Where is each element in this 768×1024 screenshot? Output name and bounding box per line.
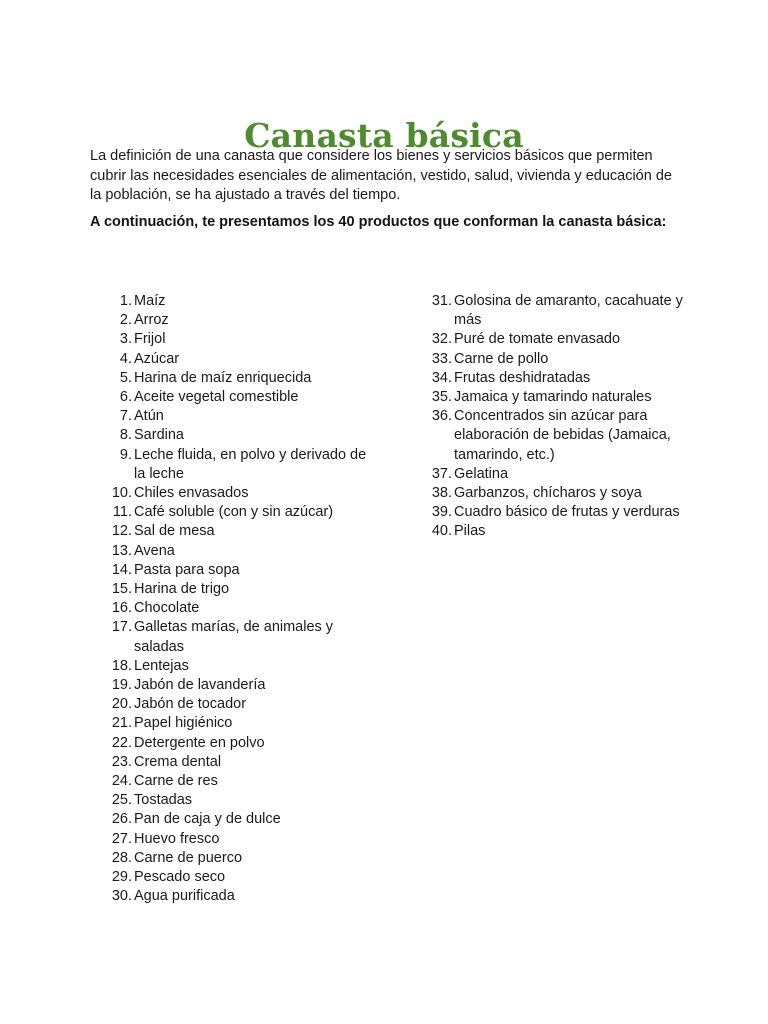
list-item [104,369,374,388]
list-item-number: 15. [111,581,132,598]
list-item-number: 31. [431,293,452,309]
list-item-text: Frijol [134,331,166,348]
list-item [104,561,374,580]
list-item-text: Chiles envasados [134,485,249,502]
list-item [424,350,694,369]
list-item [104,657,374,676]
list-item-number: 26. [111,811,132,828]
list-item-text: Jabón de tocador [134,696,247,713]
lead-paragraph: A continuación, te presentamos los 40 productos que conforman la canasta básica: [90,214,667,230]
list-item-text: Maíz [134,293,166,309]
list-item-number: 6. [119,389,132,406]
list-item-text: Azúcar [134,350,180,367]
list-item-number: 7. [119,408,132,425]
list-item [104,503,374,522]
list-item-number: 32. [431,331,452,348]
list-item-number: 33. [431,350,452,367]
list-item [424,388,694,407]
list-item-text: Huevo fresco [134,830,220,847]
list-item [424,369,694,388]
list-item-text: Jamaica y tamarindo naturales [454,389,652,406]
list-item-number: 4. [119,350,132,367]
list-item-number: 18. [111,657,132,674]
list-item [104,887,374,906]
list-item [104,868,374,887]
list-item-number: 24. [111,773,132,790]
list-item-text: Pasta para sopa [134,561,240,578]
list-item-number: 14. [111,561,132,578]
list-item-text: Avena [134,542,175,559]
list-item-number: 16. [111,600,132,617]
list-item [104,580,374,599]
list-item-number: 2. [119,312,132,329]
list-item-number: 39. [431,504,452,521]
list-item-number: 9. [119,446,132,463]
list-item [104,311,374,330]
list-item-number: 25. [111,792,132,809]
list-item [104,695,374,714]
list-item [424,407,694,465]
list-item [104,849,374,868]
list-item [424,292,694,330]
list-item-text: Detergente en polvo [134,734,265,751]
list-item [104,292,374,311]
list-item-text: Galletas marías, de animales y saladas [134,619,334,655]
list-item-text: Jabón de lavandería [134,677,266,694]
list-item-text: Garbanzos, chícharos y soya [454,485,642,502]
list-item [104,599,374,618]
list-item [104,810,374,829]
list-item-number: 5. [119,369,132,386]
list-item [424,484,694,503]
list-item-number: 35. [431,389,452,406]
list-item [104,753,374,772]
list-item [104,522,374,541]
list-item-number: 3. [119,331,132,348]
list-item-number: 1. [119,293,132,309]
list-item-number: 29. [111,869,132,886]
list-item [104,618,374,656]
product-list-left [104,292,374,907]
list-item-text: Pan de caja y de dulce [134,811,281,828]
list-item-text: Agua purificada [134,888,235,905]
list-item-text: Harina de maíz enriquecida [134,369,312,386]
list-item [104,350,374,369]
list-item [104,407,374,426]
list-item [104,734,374,753]
list-item-number: 10. [111,485,132,502]
list-item-number: 40. [431,523,452,540]
list-item-text: Pilas [454,523,486,540]
list-item [104,791,374,810]
list-item [104,330,374,349]
list-item [104,676,374,695]
list-item-text: Chocolate [134,600,200,617]
list-item [424,503,694,522]
list-item-number: 28. [111,849,132,866]
list-item [104,426,374,445]
list-item-text: Harina de trigo [134,581,230,598]
list-item-number: 30. [111,888,132,905]
list-item-text: Golosina de amaranto, cacahuate y más [454,293,683,329]
list-item [104,542,374,561]
list-item-number: 21. [111,715,132,732]
list-item-text: Sal de mesa [134,523,215,540]
list-item-number: 20. [111,696,132,713]
list-item [424,522,694,541]
list-item-number: 22. [111,734,132,751]
list-item-text: Concentrados sin azúcar para elaboración de bebidas (Jamaica, tamarindo, etc.) [454,408,671,463]
list-item-text: Papel higiénico [134,715,233,732]
list-item [104,772,374,791]
product-list-right [424,292,694,542]
list-item-text: Leche fluida, en polvo y derivado de la leche [134,446,367,482]
list-item-number: 11. [112,504,132,521]
list-item-number: 36. [431,408,452,425]
list-item-text: Pescado seco [134,869,226,886]
list-item-text: Puré de tomate envasado [454,331,621,348]
list-item-number: 8. [119,427,132,444]
list-item-text: Atún [134,408,164,425]
list-item-text: Sardina [134,427,184,444]
list-item [104,830,374,849]
page-title: Canasta básica [244,116,524,156]
list-item-number: 17. [111,619,132,636]
list-item-text: Carne de puerco [134,849,243,866]
list-item-number: 12. [111,523,132,540]
list-item-text: Carne de pollo [454,350,549,367]
list-item-text: Café soluble (con y sin azúcar) [134,504,334,521]
list-item [424,465,694,484]
list-item-text: Lentejas [134,657,189,674]
list-item-text: Arroz [134,312,169,329]
intro-paragraph: La definición de una canasta que considere los bienes y servicios básicos que permiten cubrir las necesidades esenciales de alimentación, vestido, salud, vivienda y educación de la población, se ha ajustado a través del tiempo. [90,148,672,203]
list-item-text: Crema dental [134,753,222,770]
list-item [104,446,374,484]
list-item [104,714,374,733]
list-item-number: 23. [111,753,132,770]
list-item-number: 34. [431,369,452,386]
list-item-number: 37. [431,465,452,482]
list-item-text: Frutas deshidratadas [454,369,591,386]
list-item-text: Tostadas [134,792,193,809]
list-item [104,484,374,503]
list-item-number: 13. [111,542,132,559]
list-item-number: 38. [431,485,452,502]
list-item-number: 19. [111,677,132,694]
list-item-number: 27. [111,830,132,847]
list-item-text: Cuadro básico de frutas y verduras [454,504,680,521]
list-item [424,330,694,349]
list-item [104,388,374,407]
list-item-text: Gelatina [454,465,509,482]
list-item-text: Carne de res [134,773,218,790]
list-item-text: Aceite vegetal comestible [134,389,299,406]
